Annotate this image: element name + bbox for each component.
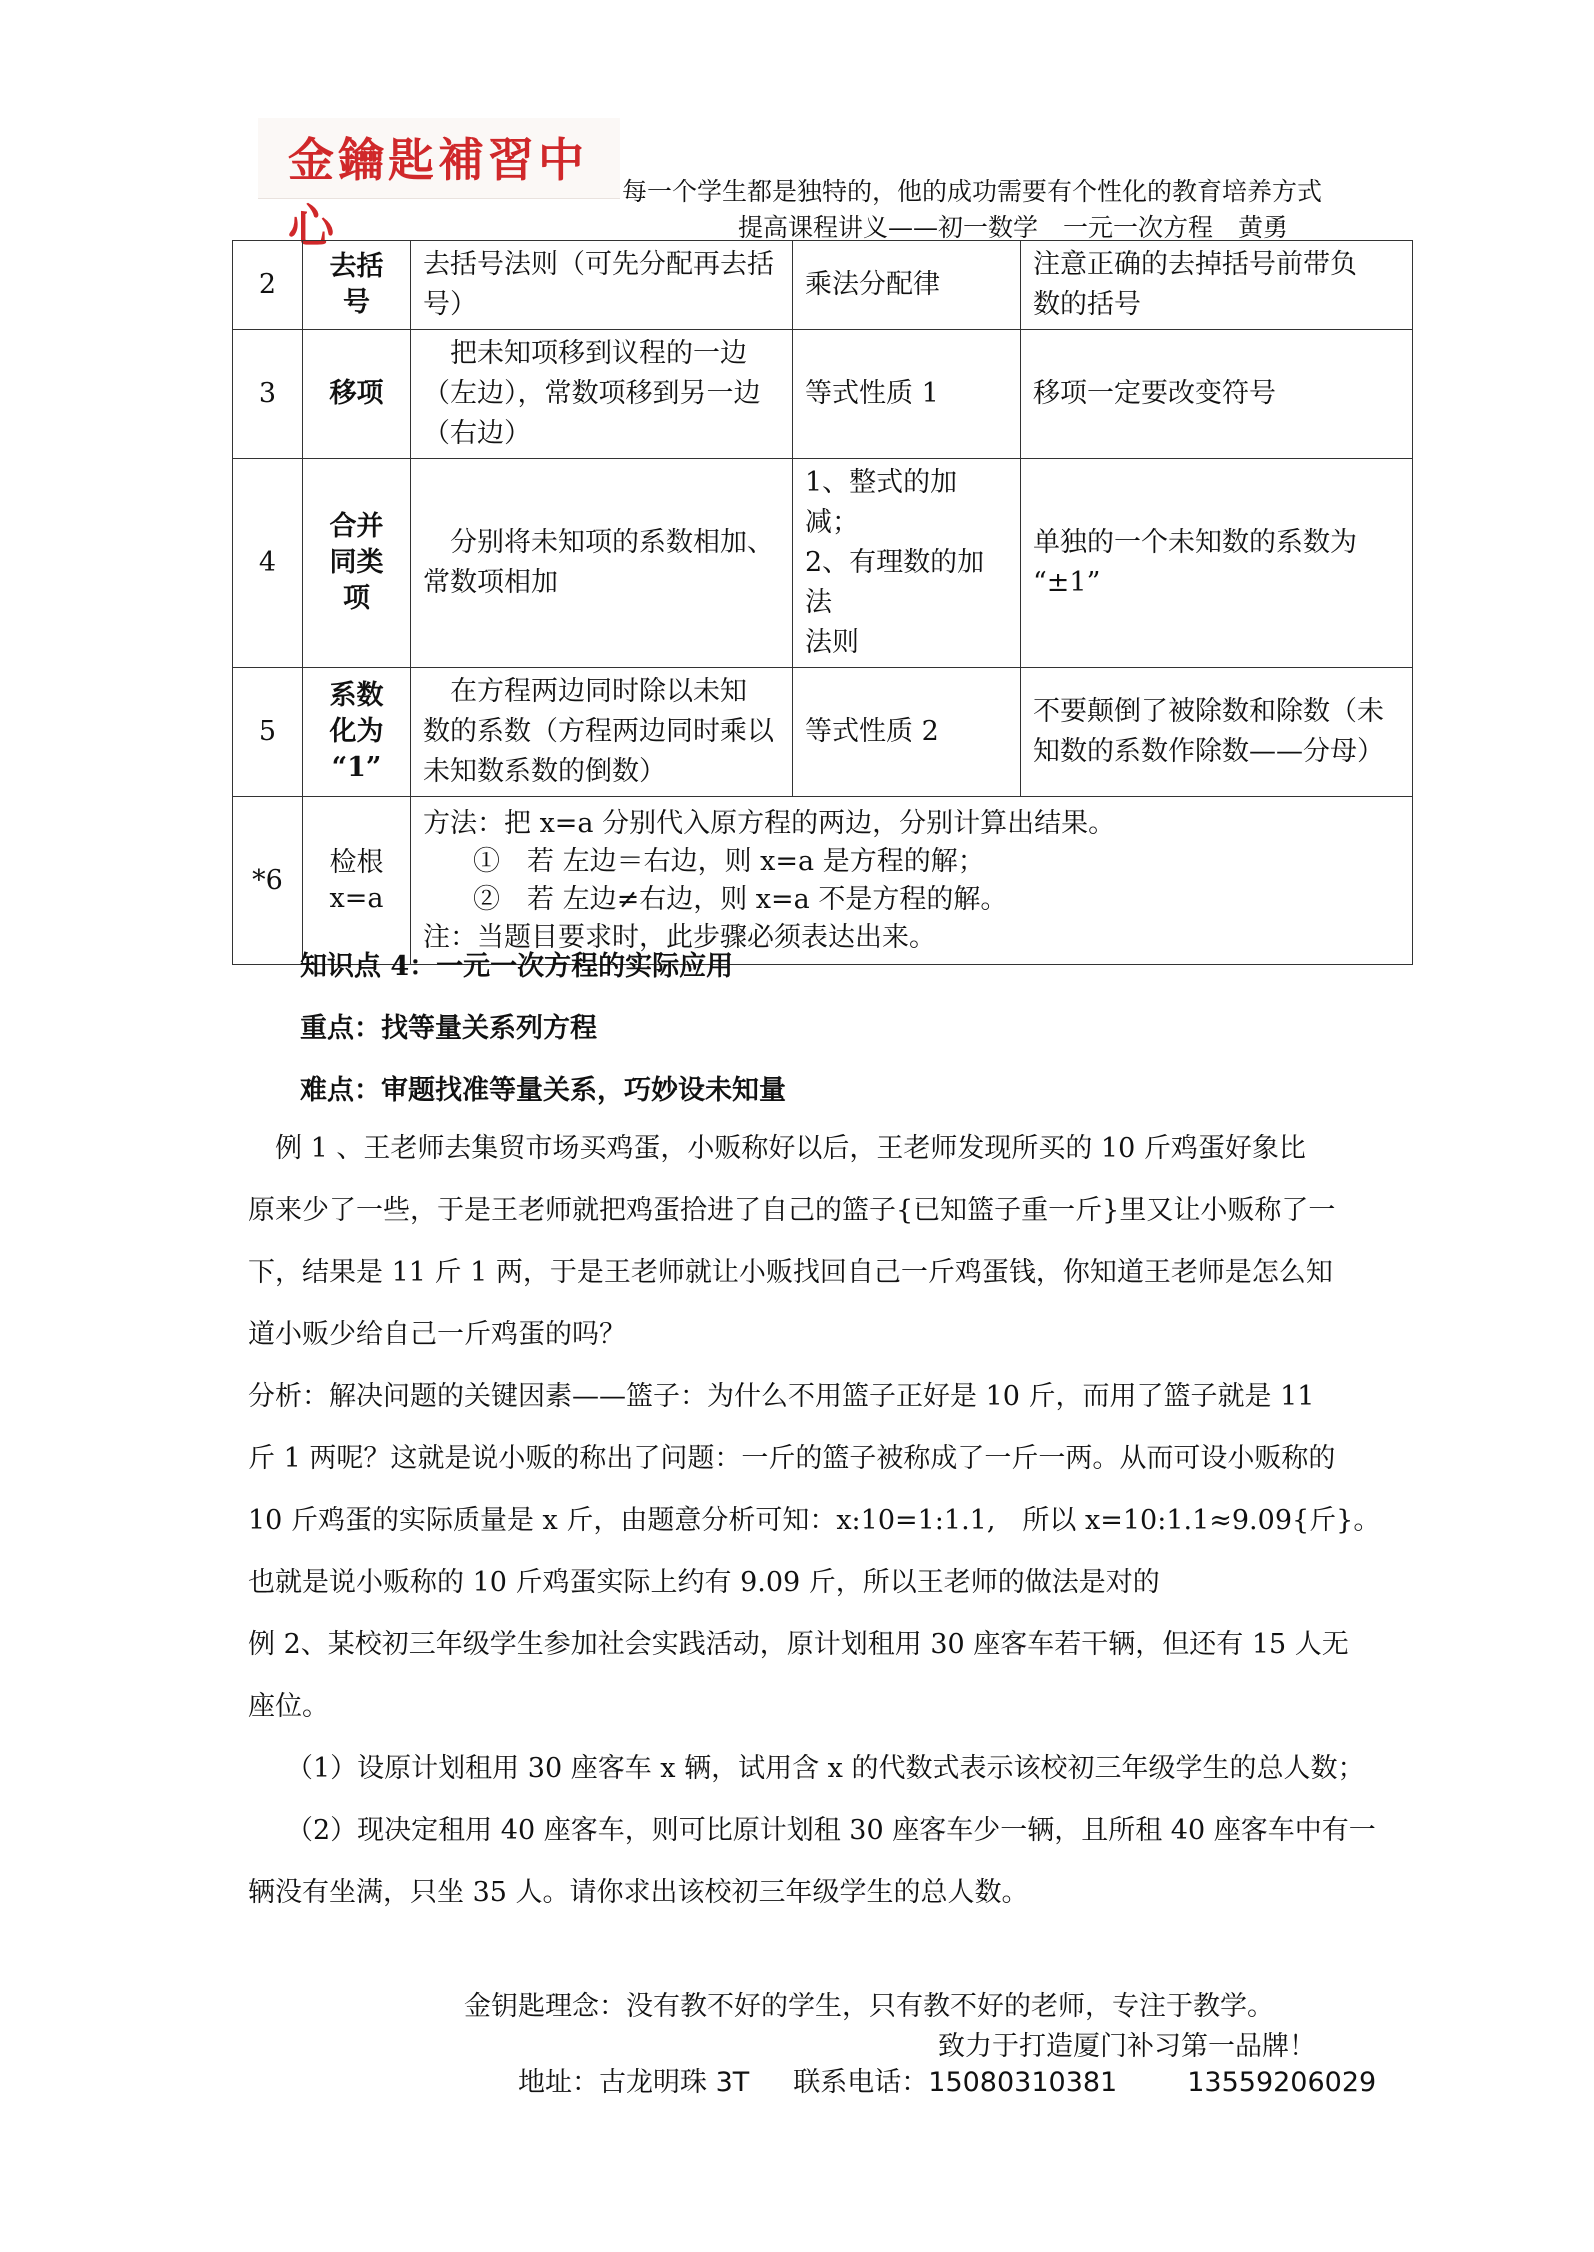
step-basis-line: 1、整式的加减； [805,467,958,538]
example-1-line: 道小贩少给自己一斤鸡蛋的吗？ [248,1319,626,1350]
step-number: 4 [233,459,303,668]
step-basis-line: 等式性质 1 [805,378,939,409]
step-method-line: （右边） [423,418,531,449]
equation-steps-table [232,240,1413,965]
step-method-line: 把未知项移到议程的一边 [450,338,747,369]
step-basis [793,241,1021,330]
steps-table-body [233,241,1413,965]
example-2-line: 座位。 [248,1691,329,1722]
step-note-line: “±1” [1033,567,1101,598]
analysis [248,1366,1381,1614]
step-method-line: 未知数系数的倒数） [423,756,666,787]
footer-slogan: 致力于打造厦门补习第一品牌！ [938,2031,1316,2062]
step-name-line: 化为 [329,716,384,747]
check-method-line: 方法：把 x=a 分别代入原方程的两边，分别计算出结果。 [423,807,1116,839]
table-row [233,330,1413,459]
check-method-line: 注：当题目要求时，此步骤必须表达出来。 [423,921,936,953]
step-note-line: 不要颠倒了被除数和除数（未 [1033,696,1384,727]
step-method-line: 在方程两边同时除以未知 [450,676,747,707]
step-note [1021,668,1413,797]
step-method [411,330,793,459]
step-name [303,241,411,330]
step-note-line: 移项一定要改变符号 [1033,378,1276,409]
step-method-line: （左边），常数项移到另一边 [423,378,761,409]
step-number: *6 [233,797,303,965]
step-note [1021,330,1413,459]
step-basis [793,459,1021,668]
example-2-line: 辆没有坐满，只坐 35 人。请你求出该校初三年级学生的总人数。 [248,1877,1029,1908]
step-method-line: 号） [423,289,477,320]
step-name-line: 检根 [329,846,384,878]
step-method [411,459,793,668]
analysis-line: 斤 1 两呢？这就是说小贩的称出了问题：一斤的篮子被称成了一斤一两。从而可设小贩称的 [248,1443,1336,1474]
analysis-line: 也就是说小贩称的 10 斤鸡蛋实际上约有 9.09 斤，所以王老师的做法是对的 [248,1567,1160,1598]
step-name-line: 项 [343,583,370,614]
step-method-line: 分别将未知项的系数相加、 [450,527,774,558]
header-motto: 每一个学生都是独特的，他的成功需要有个性化的教育培养方式 [622,177,1323,206]
example-1-line: 原来少了一些，于是王老师就把鸡蛋拾进了自己的篮子{已知篮子重一斤}里又让小贩称了一 [248,1195,1336,1226]
step-method [411,668,793,797]
step-name-line: 同类 [329,547,384,578]
example-2 [248,1614,1376,1924]
example-2-question: （2）现决定租用 40 座客车，则可比原计划租 30 座客车少一辆，且所租 40 座客车中有一 [286,1815,1376,1846]
analysis-line: 分析：解决问题的关键因素——篮子：为什么不用篮子正好是 10 斤，而用了篮子就是 11 [248,1381,1315,1412]
step-name-line: 号 [343,287,370,318]
step-name [303,459,411,668]
footer-address: 地址：古龙明珠 3T [518,2067,750,2098]
step-note-line: 数的括号 [1033,289,1141,320]
step-note [1021,241,1413,330]
step-basis-line: 2、有理数的加法 [805,547,985,618]
step-name-line: 合并 [329,511,384,542]
footer-phone-1: 15080310381 [928,2067,1118,2098]
table-row [233,459,1413,668]
step-basis [793,330,1021,459]
footer-phone-2: 13559206029 [1187,2067,1377,2098]
step-method-line: 数的系数（方程两边同时乘以 [423,716,774,747]
step-name-line: 去括 [329,251,384,282]
step-number: 5 [233,668,303,797]
logo [258,118,620,253]
step-name-line: 系数 [329,680,384,711]
step-method-line: 去括号法则（可先分配再去括 [423,249,774,280]
step-name [303,797,411,965]
example-1-line: 例 1 、王老师去集贸市场买鸡蛋，小贩称好以后，王老师发现所买的 10 斤鸡蛋好象比 [248,1133,1306,1164]
analysis-line: 10 斤鸡蛋的实际质量是 x 斤，由题意分析可知：x:10=1:1.1, 所以 x=10:1.1≈9.09{斤}。 [248,1505,1381,1536]
logo-text: 金鑰匙補習中心 [288,133,588,253]
step-note-line: 单独的一个未知数的系数为 [1033,527,1357,558]
example-1 [248,1118,1362,1366]
step-note-line: 知数的系数作除数——分母） [1033,736,1384,767]
example-1-line: 下，结果是 11 斤 1 两，于是王老师就让小贩找回自己一斤鸡蛋钱，你知道王老师是怎么知 [248,1257,1333,1288]
step-name-line: “1” [331,752,382,783]
footer-philosophy: 金钥匙理念：没有教不好的学生，只有教不好的老师，专注于教学。 [464,1991,1274,2022]
table-row [233,241,1413,330]
step-name [303,330,411,459]
check-method-line: ① 若 左边＝右边，则 x=a 是方程的解； [473,845,985,877]
step-note-line: 注意正确的去掉括号前带负 [1033,249,1357,280]
difficulty: 难点：审题找准等量关系，巧妙设未知量 [300,1075,786,1106]
table-row-check [233,797,1413,965]
example-2-line: 例 2、某校初三年级学生参加社会实践活动，原计划租用 30 座客车若干辆，但还有 15 人无 [248,1629,1349,1660]
check-method-line: ② 若 左边≠右边，则 x=a 不是方程的解。 [473,883,1008,915]
step-number: 3 [233,330,303,459]
step-basis-line: 等式性质 2 [805,716,939,747]
step-basis-line: 法则 [805,627,859,658]
check-method [411,797,1413,965]
step-method-line: 常数项相加 [423,567,558,598]
footer-contact [518,2060,1376,2099]
step-name-line: 移项 [329,378,384,409]
key-point: 重点：找等量关系列方程 [300,1013,597,1044]
step-name-line: x=a [329,882,384,914]
step-basis [793,668,1021,797]
step-basis-line: 乘法分配律 [805,269,940,300]
footer-phone-label: 联系电话： [793,2067,929,2098]
step-method [411,241,793,330]
example-2-question: （1）设原计划租用 30 座客车 x 辆，试用含 x 的代数式表示该校初三年级学生的总人数； [286,1753,1365,1784]
step-note [1021,459,1413,668]
step-name [303,668,411,797]
table-row [233,668,1413,797]
knowledge-title: 知识点 4：一元一次方程的实际应用 [300,951,734,982]
step-number: 2 [233,241,303,330]
course-title: 提高课程讲义——初一数学 一元一次方程 黄勇 [738,213,1289,242]
